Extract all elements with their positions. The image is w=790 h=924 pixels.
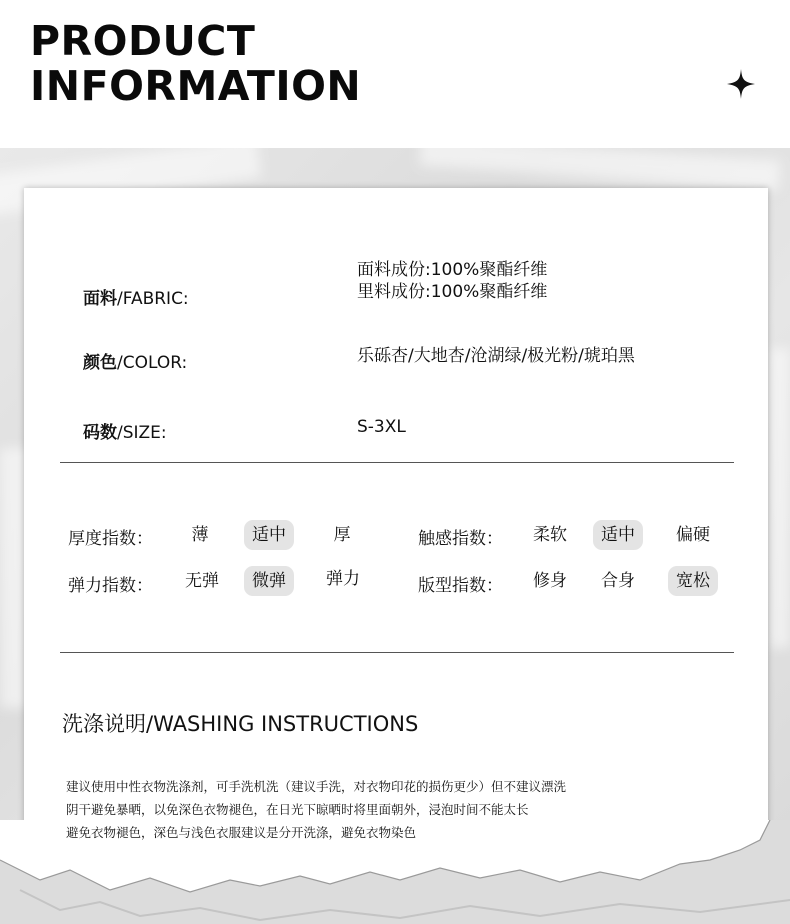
elasticity-label: 弹力指数：: [68, 576, 153, 596]
page-title-line-1: PRODUCT: [30, 17, 256, 65]
divider: [60, 652, 734, 653]
washing-line-3: 避免衣物褪色，深色与浅色衣服建议是分开洗涤，避免衣物染色: [66, 825, 417, 840]
elasticity-option-slight: 微弹: [244, 566, 294, 596]
fit-option-loose: 宽松: [668, 566, 718, 596]
header: [0, 0, 790, 148]
thickness-option-thin: 薄: [191, 525, 209, 545]
touch-option-medium: 适中: [593, 520, 643, 550]
elasticity-option-stretch: 弹力: [326, 569, 360, 589]
fit-option-slim: 修身: [533, 571, 567, 591]
washing-title: 洗涤说明/WASHING INSTRUCTIONS: [62, 712, 419, 736]
fabric-label-cn: 面料: [83, 289, 117, 309]
color-label-cn: 颜色: [83, 353, 117, 373]
elasticity-option-none: 无弹: [185, 571, 219, 591]
touch-label: 触感指数：: [418, 529, 503, 549]
thickness-option-medium: 适中: [244, 520, 294, 550]
thickness-label: 厚度指数：: [68, 529, 153, 549]
fabric-label-en: /FABRIC:: [117, 289, 189, 309]
color-value: 乐砾杏/大地杏/沧湖绿/极光粉/琥珀黑: [357, 346, 635, 366]
touch-option-hard: 偏硬: [676, 525, 710, 545]
fabric-label: [83, 284, 189, 309]
four-point-star-icon: [727, 69, 755, 99]
fit-label: 版型指数：: [418, 576, 503, 596]
thickness-option-thick: 厚: [333, 525, 351, 545]
fit-option-regular: 合身: [601, 571, 635, 591]
washing-line-1: 建议使用中性衣物洗涤剂，可手洗机洗（建议手洗，对衣物印花的损伤更少）但不建议漂洗: [66, 779, 567, 794]
size-label-en: /SIZE:: [117, 423, 167, 443]
size-label: [83, 418, 167, 443]
touch-option-soft: 柔软: [533, 525, 567, 545]
washing-line-2: 阴干避免暴晒，以免深色衣物褪色，在日光下晾晒时将里面朝外，浸泡时间不能太长: [66, 802, 529, 817]
fabric-value-1: 面料成份:100%聚酯纤维: [357, 260, 548, 280]
divider: [60, 462, 734, 463]
color-label-en: /COLOR:: [117, 353, 188, 373]
size-value: S-3XL: [357, 417, 406, 437]
fabric-value-2: 里料成份:100%聚酯纤维: [357, 282, 548, 302]
color-label: [83, 348, 187, 373]
size-label-cn: 码数: [83, 423, 117, 443]
page-title-line-2: INFORMATION: [30, 62, 362, 110]
